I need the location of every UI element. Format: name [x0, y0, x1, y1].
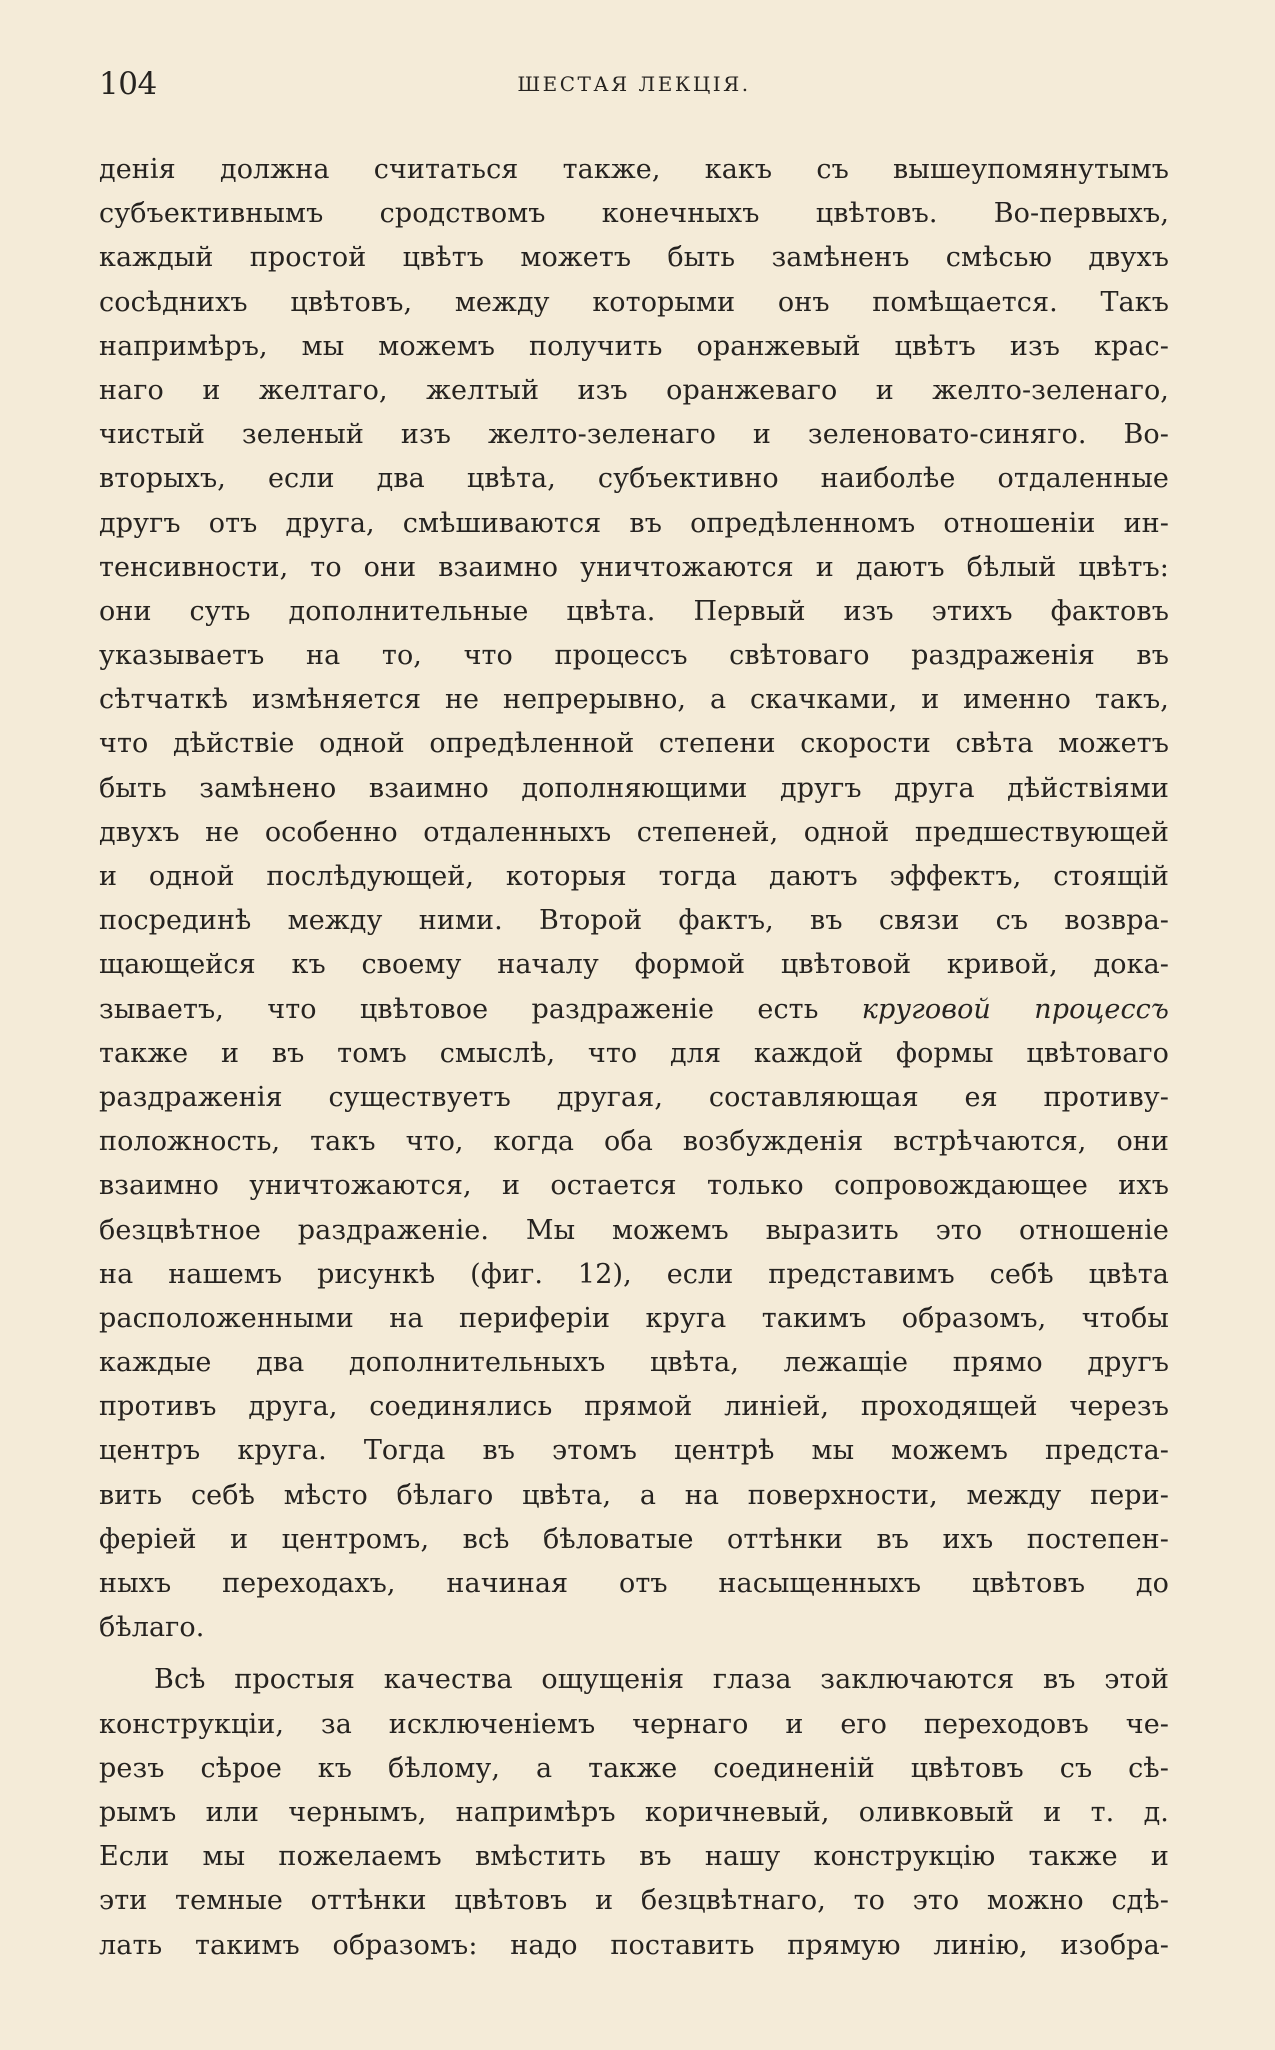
- text-line: щающейся къ своему началу формой цвѣтовой кривой, дока-: [99, 949, 1169, 981]
- text-line: расположенными на периферіи круга такимъ образомъ, чтобы: [99, 1302, 1169, 1334]
- text-line: что дѣйствіе одной опредѣленной степени скорости свѣта можетъ: [99, 728, 1169, 760]
- text-line: Всѣ простыя качества ощущенія глаза заключаются въ этой: [154, 1664, 1169, 1696]
- text-line: феріей и центромъ, всѣ бѣловатые оттѣнки въ ихъ постепен-: [99, 1523, 1169, 1555]
- text-line: и одной послѣдующей, которыя тогда даютъ эффектъ, стоящій: [99, 861, 1169, 892]
- text-line: они суть дополнительные цвѣта. Первый изъ этихъ фактовъ: [99, 595, 1169, 627]
- text-line: субъективнымъ сродствомъ конечныхъ цвѣтовъ. Во-первыхъ,: [99, 198, 1169, 230]
- running-title: ШЕСТАЯ ЛЕКЦІЯ.: [517, 72, 751, 96]
- text-line: каждый простой цвѣтъ можетъ быть замѣненъ смѣсью двухъ: [99, 242, 1169, 274]
- text-line: наго и желтаго, желтый изъ оранжеваго и желто-зеленаго,: [99, 374, 1169, 406]
- text-line: ныхъ переходахъ, начиная отъ насыщенныхъ цвѣтовъ до: [99, 1568, 1169, 1599]
- italic-emphasis: круговой процессъ: [861, 993, 1169, 1025]
- text-line: конструкціи, за исключеніемъ чернаго и его переходовъ че-: [99, 1708, 1169, 1740]
- text-line: сѣтчаткѣ измѣняется не непрерывно, а скачками, и именно такъ,: [99, 684, 1169, 716]
- text-line: центръ круга. Тогда въ этомъ центрѣ мы можемъ предста-: [99, 1435, 1169, 1467]
- text-line: другъ отъ друга, смѣшиваются въ опредѣленномъ отношеніи ин-: [99, 507, 1169, 539]
- page-body: [99, 148, 1169, 1968]
- page-number: 104: [99, 66, 157, 102]
- text-line: также и въ томъ смыслѣ, что для каждой формы цвѣтоваго: [99, 1037, 1169, 1069]
- text-line: вить себѣ мѣсто бѣлаго цвѣта, а на поверхности, между пери-: [99, 1479, 1169, 1511]
- text-line: безцвѣтное раздраженіе. Мы можемъ выразить это отношеніе: [99, 1214, 1169, 1246]
- text-line: рымъ или чернымъ, напримѣръ коричневый, оливковый и т. д.: [99, 1796, 1169, 1828]
- text-line: лать такимъ образомъ: надо поставить прямую линію, изобра-: [99, 1929, 1169, 1961]
- text-line: тенсивности, то они взаимно уничтожаются и даютъ бѣлый цвѣтъ:: [99, 551, 1169, 583]
- text-line: указываетъ на то, что процессъ свѣтоваго раздраженія въ: [99, 640, 1169, 672]
- text-line: [99, 988, 1169, 1032]
- text-line: бѣлаго.: [99, 1612, 205, 1644]
- text-line: посрединѣ между ними. Второй фактъ, въ связи съ возвра-: [99, 905, 1169, 937]
- text-line: быть замѣнено взаимно дополняющими другъ друга дѣйствіями: [99, 772, 1169, 804]
- text-line: вторыхъ, если два цвѣта, субъективно наиболѣе отдаленные: [99, 463, 1169, 495]
- text-line: денія должна считаться также, какъ съ вышеупомянутымъ: [99, 154, 1169, 185]
- text-line: взаимно уничтожаются, и остается только сопровождающее ихъ: [99, 1170, 1169, 1202]
- text-line: чистый зеленый изъ желто-зеленаго и зеленовато-синяго. Во-: [99, 419, 1169, 451]
- text-line: на нашемъ рисункѣ (фиг. 12), если представимъ себѣ цвѣта: [99, 1258, 1169, 1290]
- text-line: двухъ не особенно отдаленныхъ степеней, одной предшествующей: [99, 816, 1169, 848]
- paragraph-1: [99, 148, 1169, 1650]
- text-line: противъ друга, соединялись прямой линіей, проходящей черезъ: [99, 1391, 1169, 1423]
- text-line: Если мы пожелаемъ вмѣстить въ нашу конструкцію также и: [99, 1841, 1169, 1873]
- text-line: положность, такъ что, когда оба возбужденія встрѣчаются, они: [99, 1126, 1169, 1158]
- text-span: зываетъ, что цвѣтовое раздраженіе есть: [99, 993, 862, 1025]
- paragraph-2: [99, 1658, 1169, 1967]
- page-header: [99, 66, 1169, 106]
- text-line: сосѣднихъ цвѣтовъ, между которыми онъ помѣщается. Такъ: [99, 286, 1169, 318]
- text-line: каждые два дополнительныхъ цвѣта, лежащіе прямо другъ: [99, 1347, 1169, 1379]
- text-line: напримѣръ, мы можемъ получить оранжевый цвѣтъ изъ крас-: [99, 330, 1169, 362]
- text-line: резъ сѣрое къ бѣлому, а также соединеній цвѣтовъ съ сѣ-: [99, 1752, 1169, 1784]
- text-line: раздраженія существуетъ другая, составляющая ея противу-: [99, 1081, 1169, 1113]
- text-line: эти темные оттѣнки цвѣтовъ и безцвѣтнаго, то это можно сдѣ-: [99, 1885, 1169, 1917]
